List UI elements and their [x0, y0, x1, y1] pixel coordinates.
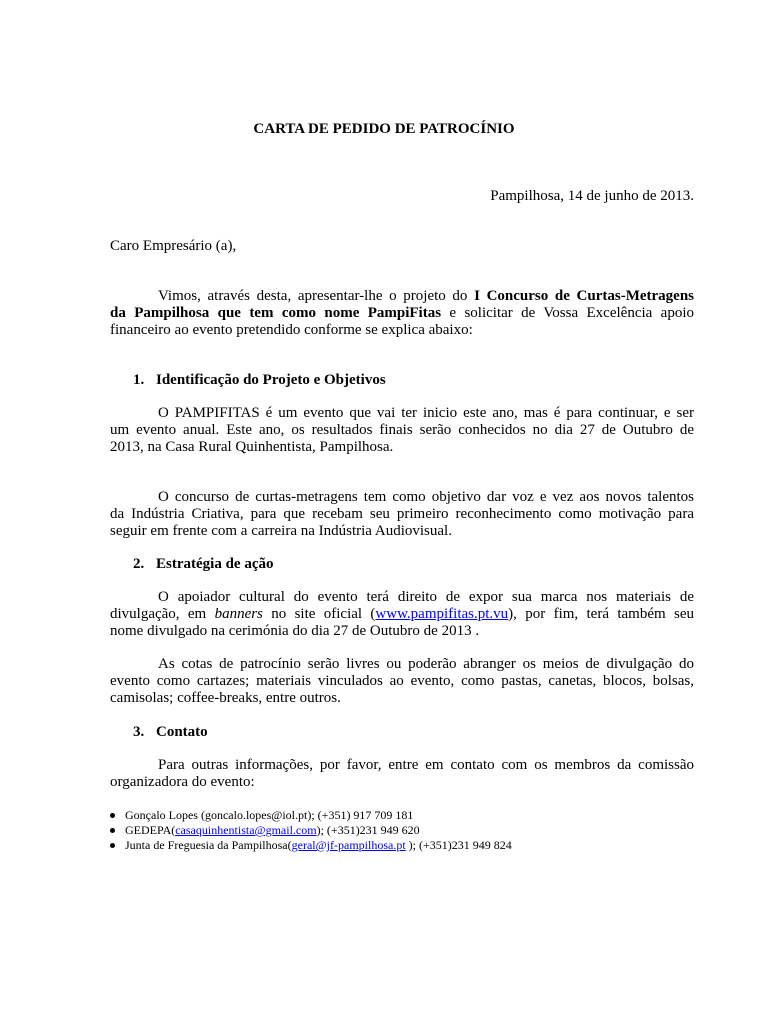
- section-2-paragraph-2: [110, 656, 694, 707]
- section-number: 1.: [133, 372, 145, 388]
- paragraph-line: da Indústria Criativa, para que recebam seu primeiro reconhecimento como motivação para: [110, 506, 694, 522]
- email-link[interactable]: casaquinhentista@gmail.com: [175, 823, 317, 837]
- banners-emphasis: banners: [214, 606, 263, 622]
- bullet-icon: [110, 813, 115, 818]
- website-link[interactable]: www.pampifitas.pt.vu: [375, 606, 509, 622]
- section-title: Estratégia de ação: [156, 556, 274, 572]
- intro-text: Vimos, através desta, apresentar-lhe o projeto do: [158, 288, 475, 304]
- intro-line-2: [110, 305, 694, 322]
- paragraph-line: nome divulgado na cerimónia do dia 27 de Outubro de 2013 .: [110, 623, 480, 639]
- paragraph-line: [110, 606, 694, 623]
- bullet-icon: [110, 843, 115, 848]
- paragraph-line: 2013, na Casa Rural Quinhentista, Pampilhosa.: [110, 439, 394, 455]
- paragraph-line: um evento anual. Este ano, os resultados finais serão conhecidos no dia 27 de Outubro de: [110, 422, 694, 438]
- greeting: Caro Empresário (a),: [110, 238, 237, 254]
- paragraph-line: O concurso de curtas-metragens tem como objetivo dar voz e vez aos novos talentos: [158, 489, 694, 505]
- list-item: [110, 823, 512, 838]
- contest-name: I Concurso de Curtas-Metragens: [474, 288, 694, 304]
- section-title: Identificação do Projeto e Objetivos: [156, 372, 386, 388]
- bullet-icon: [110, 828, 115, 833]
- paragraph-line: camisolas; coffee-breaks, entre outros.: [110, 690, 341, 706]
- letter-title: CARTA DE PEDIDO DE PATROCÍNIO: [253, 121, 515, 137]
- section-number: 2.: [133, 556, 145, 572]
- paragraph-line: organizadora do evento:: [110, 774, 255, 790]
- paragraph-line: As cotas de patrocínio serão livres ou poderão abranger os meios de divulgação do: [158, 656, 694, 672]
- section-1-paragraph-2: [110, 489, 694, 540]
- list-item: [110, 808, 512, 823]
- contest-name-cont: da Pampilhosa que tem como nome PampiFitas: [110, 305, 442, 321]
- paragraph-line: O PAMPIFITAS é um evento que vai ter inicio este ano, mas é para continuar, e ser: [158, 405, 694, 421]
- date-line: Pampilhosa, 14 de junho de 2013.: [490, 188, 694, 204]
- list-item: [110, 838, 512, 853]
- section-3-paragraph-1: [110, 757, 694, 791]
- contact-text: Junta de Freguesia da Pampilhosa(: [125, 838, 292, 852]
- paragraph-line: O apoiador cultural do evento terá direito de expor sua marca nos materiais de: [158, 589, 694, 605]
- paragraph-line: Para outras informações, por favor, entre em contato com os membros da comissão: [158, 757, 694, 773]
- section-2-paragraph-1: [110, 589, 694, 640]
- intro-text: e solicitar de Vossa Excelência apoio: [441, 305, 694, 321]
- contact-text: ); (+351)231 949 620: [316, 823, 420, 837]
- email-link[interactable]: geral@jf-pampilhosa.pt: [291, 838, 406, 852]
- section-title: Contato: [156, 724, 208, 740]
- contacts-list: [110, 808, 512, 853]
- paragraph-line: seguir em frente com a carreira na Indústria Audiovisual.: [110, 523, 452, 539]
- text: divulgação, em: [110, 606, 215, 622]
- contact-text: GEDEPA(: [125, 823, 176, 837]
- intro-paragraph: [110, 288, 694, 339]
- section-number: 3.: [133, 724, 145, 740]
- section-1-paragraph-1: [110, 405, 694, 456]
- intro-line-1: [110, 288, 694, 305]
- contact-text: Gonçalo Lopes (goncalo.lopes@iol.pt); (+351) 917 709 181: [125, 808, 414, 822]
- text: ), por fim, terá também seu: [508, 606, 694, 622]
- intro-line-3: financeiro ao evento pretendido conforme se explica abaixo:: [110, 322, 473, 338]
- text: no site oficial (: [262, 606, 376, 622]
- paragraph-line: evento como cartazes; materiais vinculados ao evento, como pastas, canetas, blocos, bolsas,: [110, 673, 694, 689]
- contact-text: ); (+351)231 949 824: [405, 838, 512, 852]
